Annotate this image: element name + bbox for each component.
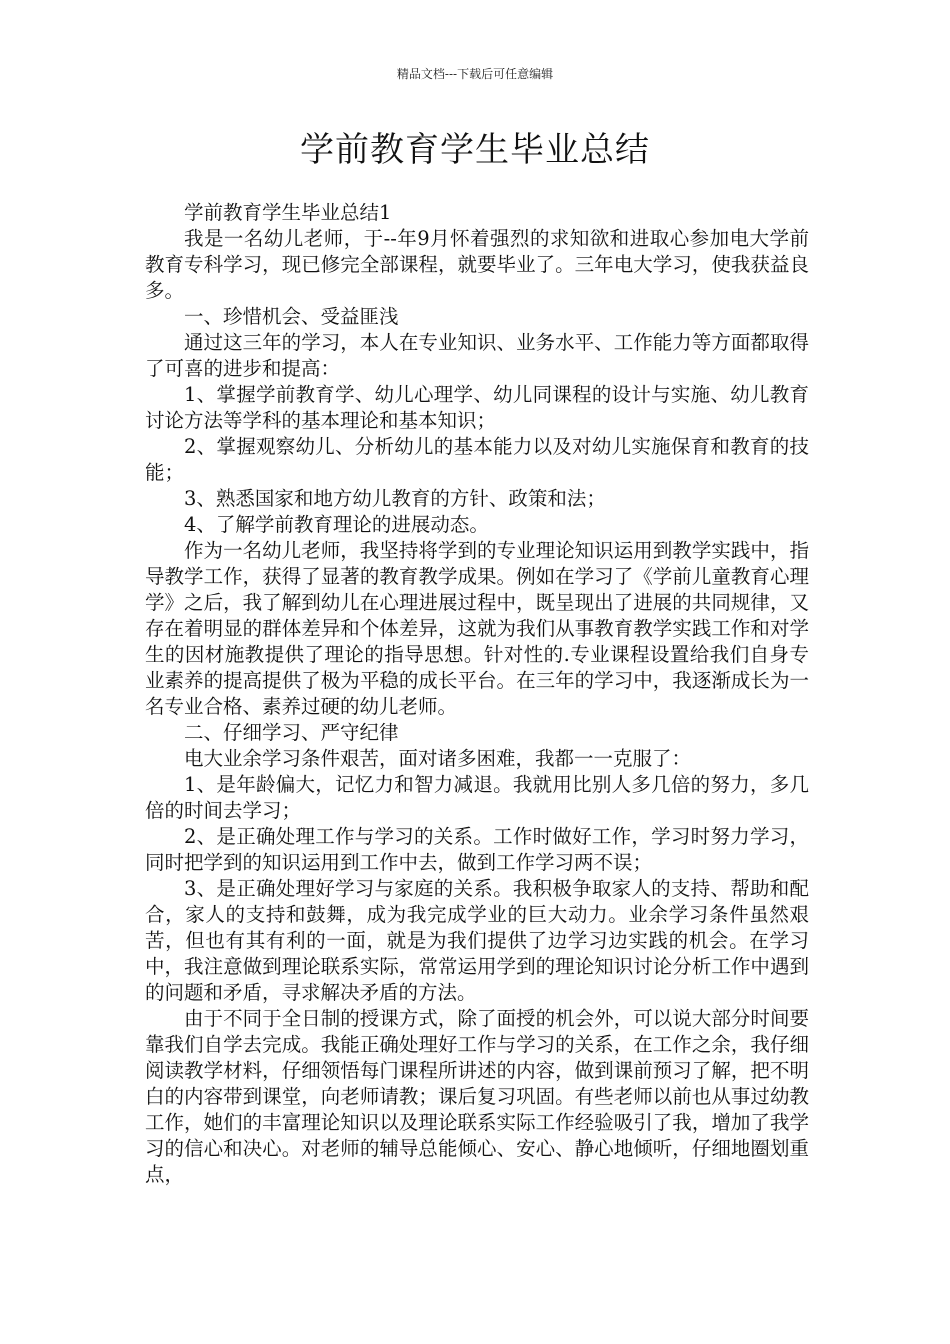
list-item: 1、是年龄偏大，记忆力和智力减退。我就用比别人多几倍的努力，多几倍的时间去学习； bbox=[145, 773, 809, 822]
section-heading: 一、珍惜机会、受益匪浅 bbox=[184, 305, 399, 328]
list-item: 1、掌握学前教育学、幼儿心理学、幼儿同课程的设计与实施、幼儿教育讨论方法等学科的基本理论和基本知识； bbox=[145, 383, 809, 432]
body-paragraph: 作为一名幼儿老师，我坚持将学到的专业理论知识运用到教学实践中，指导教学工作，获得了显著的教育教学成果。例如在学习了《学前儿童教育心理学》之后，我了解到幼儿在心理进展过程中，既呈现出了进展的共同规律，又存在着明显的群体差异和个体差异，这就为我们从事教育教学实践工作和对学生的因材施教提供了理论的指导思想。针对性的.专业课程设置给我们自身专业素养的提高提供了极为平稳的成长平台。在三年的学习中，我逐渐成长为一名专业合格、素养过硬的幼儿老师。 bbox=[145, 539, 809, 718]
body-paragraph: 通过这三年的学习，本人在专业知识、业务水平、工作能力等方面都取得了可喜的进步和提高： bbox=[145, 331, 809, 380]
document-title: 学前教育学生毕业总结 bbox=[300, 130, 650, 170]
header-note: 精品文档---下载后可任意编辑 bbox=[396, 67, 554, 81]
body-paragraph: 电大业余学习条件艰苦，面对诸多困难，我都一一克服了： bbox=[184, 747, 692, 770]
subtitle-paragraph: 学前教育学生毕业总结1 bbox=[184, 201, 392, 224]
list-item: 2、掌握观察幼儿、分析幼儿的基本能力以及对幼儿实施保育和教育的技能； bbox=[145, 435, 809, 484]
list-item: 3、是正确处理好学习与家庭的关系。我积极争取家人的支持、帮助和配合，家人的支持和鼓舞，成为我完成学业的巨大动力。业余学习条件虽然艰苦，但也有其有利的一面，就是为我们提供了边学习边实践的机会。在学习中，我注意做到理论联系实际，常常运用学到的理论知识讨论分析工作中遇到的问题和矛盾，寻求解决矛盾的方法。 bbox=[145, 877, 809, 1004]
list-item: 3、熟悉国家和地方幼儿教育的方针、政策和法； bbox=[184, 487, 606, 510]
section-heading: 二、仔细学习、严守纪律 bbox=[184, 721, 399, 744]
list-item: 2、是正确处理工作与学习的关系。工作时做好工作，学习时努力学习，同时把学到的知识运用到工作中去，做到工作学习两不误； bbox=[145, 825, 809, 874]
document-body bbox=[145, 200, 809, 1188]
list-item: 4、了解学前教育理论的进展动态。 bbox=[184, 513, 489, 536]
body-paragraph: 我是一名幼儿老师，于--年9月怀着强烈的求知欲和进取心参加电大学前教育专科学习，现已修完全部课程，就要毕业了。三年电大学习，使我获益良多。 bbox=[145, 227, 809, 302]
body-paragraph: 由于不同于全日制的授课方式，除了面授的机会外，可以说大部分时间要靠我们自学去完成。我能正确处理好工作与学习的关系，在工作之余，我仔细阅读教学材料，仔细领悟每门课程所讲述的内容，做到课前预习了解，把不明白的内容带到课堂，向老师请教；课后复习巩固。有些老师以前也从事过幼教工作，她们的丰富理论知识以及理论联系实际工作经验吸引了我，增加了我学习的信心和决心。对老师的辅导总能倾心、安心、静心地倾听，仔细地圈划重点， bbox=[145, 1007, 809, 1186]
